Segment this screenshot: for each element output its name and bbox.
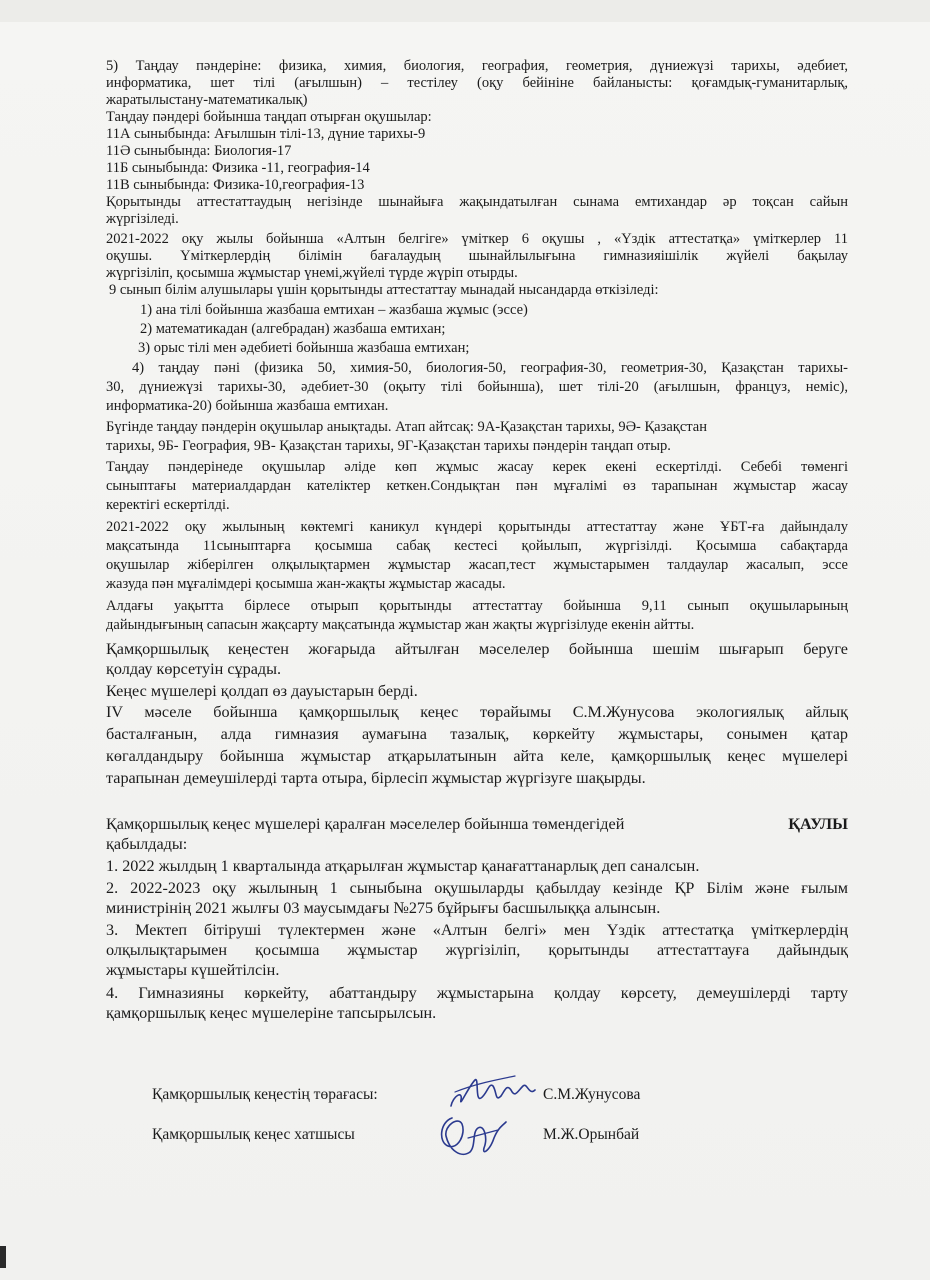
text-line: 2021-2022 оқу жылы бойынша «Алтын белгіге» үміткер 6 оқушы , «Үздік аттестатқа» үміткерлер 11 — [106, 231, 848, 247]
text-line: 9 сынып білім алушылары үшін қорытынды аттестаттау мынадай нысандарда өткізіледі: — [109, 282, 659, 298]
text-line: 2021-2022 оқу жылының көктемгі каникул күндері қорытынды аттестаттау және ҰБТ-ға дайындалу — [106, 519, 848, 535]
resolution-heading: ҚАУЛЫ — [788, 815, 848, 833]
text-line: оқушы. Үміткерлердің білімін бағалаудың шынайлылығына гимназияішілік жүйелі бақылау — [106, 248, 848, 264]
text-line: жүргізіліп, қосымша жұмыстар үнемі,жүйелі түрде жүріп отырды. — [106, 265, 518, 281]
text-line: керектігі ескертілді. — [106, 497, 230, 513]
text-line: сыныптағы материалдардан кателіктер кеткен.Сондықтан пән мұғалімі өз тарапынан жұмыстар жасау — [106, 478, 848, 494]
text-line: Таңдау пәндері бойынша таңдап отырған оқушылар: — [106, 109, 432, 125]
resolution-item: жұмыстары күшейтілсін. — [106, 961, 280, 979]
text-line: қолдау көрсетуін сұрады. — [106, 660, 282, 678]
text-line: IV мәселе бойынша қамқоршылық кеңес төрайымы С.М.Жунусова экологиялық айлық — [106, 703, 848, 721]
chair-name: С.М.Жунусова — [543, 1086, 641, 1103]
text-line: мақсатында 11сыныптарға қосымша сабақ кестесі қойылып, жүргізілді. Қосымша сабақтарда — [106, 538, 848, 554]
resolution-item: қамқоршылық кеңес мүшелеріне тапсырылсын. — [106, 1004, 437, 1022]
text-line: 30, дүниежүзі тарихы-30, әдебиет-30 (оқыту тілі бойынша), шет тілі-20 (ағылшын, француз, неміс), — [106, 379, 848, 395]
list-item: 3) орыс тілі мен әдебиеті бойынша жазбаша емтихан; — [138, 340, 470, 356]
text-line: қабылдады: — [106, 835, 188, 853]
scan-top-strip — [0, 0, 930, 22]
list-item: 2) математикадан (алгебрадан) жазбаша емтихан; — [140, 321, 446, 337]
text-line: дайындығының сапасын жақсарту мақсатында жұмыстар жан жақты жүргізілуде екенін айтты. — [106, 617, 695, 633]
text-line: Қорытынды аттестаттаудың негізінде шынайыға жақындатылған сынама емтихандар әр тоқсан сайын — [106, 194, 848, 210]
secretary-title: Қамқоршылық кеңес хатшысы — [152, 1126, 355, 1143]
text-line: тарапынан демеушілерді тарта отыра, бірлесіп жұмыстар жүргізуге шақырды. — [106, 769, 646, 787]
text-line: жүргізіледі. — [106, 211, 179, 227]
resolution-intro-text: Қамқоршылық кеңес мүшелері қаралған мәселелер бойынша төмендегідей — [106, 815, 625, 833]
text-line: жаратылыстану-математикалық) — [106, 92, 308, 108]
text-line: Алдағы уақытта бірлесе отырып қорытынды аттестаттау бойынша 9,11 сынып оқушыларының — [106, 598, 848, 614]
text-line: Қамқоршылық кеңестен жоғарыда айтылған мәселелер бойынша шешім шығарып беруге — [106, 640, 848, 658]
resolution-item: 4. Гимназияны көркейту, абаттандыру жұмыстарына қолдау көрсету, демеушілерді тарту — [106, 984, 848, 1002]
secretary-name: М.Ж.Орынбай — [543, 1126, 640, 1143]
text-line: оқушылар жіберілген олқылықтармен жұмыстар жасап,тест жұмыстарымен талдаулар жасалып, эссе — [106, 557, 848, 573]
resolution-item: олқылықтарымен қосымша жұмыстар жүргізіліп, қорытынды аттестаттауға дайындық — [106, 941, 848, 959]
text-line: 11Ә сыныбында: Биология-17 — [106, 143, 292, 159]
text-line: көгалдандыру бойынша жұмыстар атқарылатынын айта келе, қамқоршылық кеңес мүшелері — [106, 747, 848, 765]
list-item: 4) таңдау пәні (физика 50, химия-50, биология-50, география-30, геометрия-30, Қазақстан тарихы- — [132, 360, 848, 376]
chair-title: Қамқоршылық кеңестің төрағасы: — [152, 1086, 378, 1103]
resolution-item: 2. 2022-2023 оқу жылының 1 сыныбына оқушыларды қабылдау кезінде ҚР Білім және ғылым — [106, 879, 848, 897]
text-line: 11В сыныбында: Физика-10,география-13 — [106, 177, 365, 193]
text-line: 5) Таңдау пәндеріне: физика, химия, биология, география, геометрия, дүниежүзі тарихы, әдебиет, — [106, 58, 848, 74]
text-line: информатика, шет тілі (ағылшын) – тестілеу (оқу бейініне байланысты: қоғамдық-гуманитарлық, — [106, 75, 848, 91]
scan-edge-mark — [0, 1246, 6, 1268]
text-line: жазуда пән мұғалімдері қосымша жан-жақты жұмыстар жасады. — [106, 576, 506, 592]
resolution-item: 1. 2022 жылдың 1 кварталында атқарылған жұмыстар қанағаттанарлық деп саналсын. — [106, 857, 700, 875]
text-line: басталғанын, алда гимназия аумағына тазалық, көркейту жұмыстары, сонымен қатар — [106, 725, 848, 743]
resolution-intro — [106, 814, 848, 834]
text-line: 11Б сыныбында: Физика -11, география-14 — [106, 160, 370, 176]
text-line: 11А сыныбында: Ағылшын тілі-13, дүние тарихы-9 — [106, 126, 426, 142]
resolution-item: 3. Мектеп бітіруші түлектермен және «Алтын белгі» мен Үздік аттестатқа үміткерлердің — [106, 921, 848, 939]
text-line: Бүгінде таңдау пәндерін оқушылар анықтады. Атап айтсақ: 9А-Қазақстан тарихы, 9Ә- Қазақстан — [106, 419, 707, 435]
list-item: 1) ана тілі бойынша жазбаша емтихан – жазбаша жұмыс (эссе) — [140, 302, 528, 318]
text-line: тарихы, 9Б- География, 9В- Қазақстан тарихы, 9Г-Қазақстан тарихы пәндерін таңдап отыр. — [106, 438, 671, 454]
secretary-signature — [432, 1108, 512, 1162]
resolution-item: министрінің 2021 жылғы 03 маусымдағы №275 бұйрығы басшылыққа алынсын. — [106, 899, 661, 917]
text-line: Кеңес мүшелері қолдап өз дауыстарын берді. — [106, 682, 418, 700]
text-line: информатика-20) бойынша жазбаша емтихан. — [106, 398, 389, 414]
text-line: Таңдау пәндерінеде оқушылар әліде көп жұмыс жасау керек екені ескертілді. Себебі төменгі — [106, 459, 848, 475]
